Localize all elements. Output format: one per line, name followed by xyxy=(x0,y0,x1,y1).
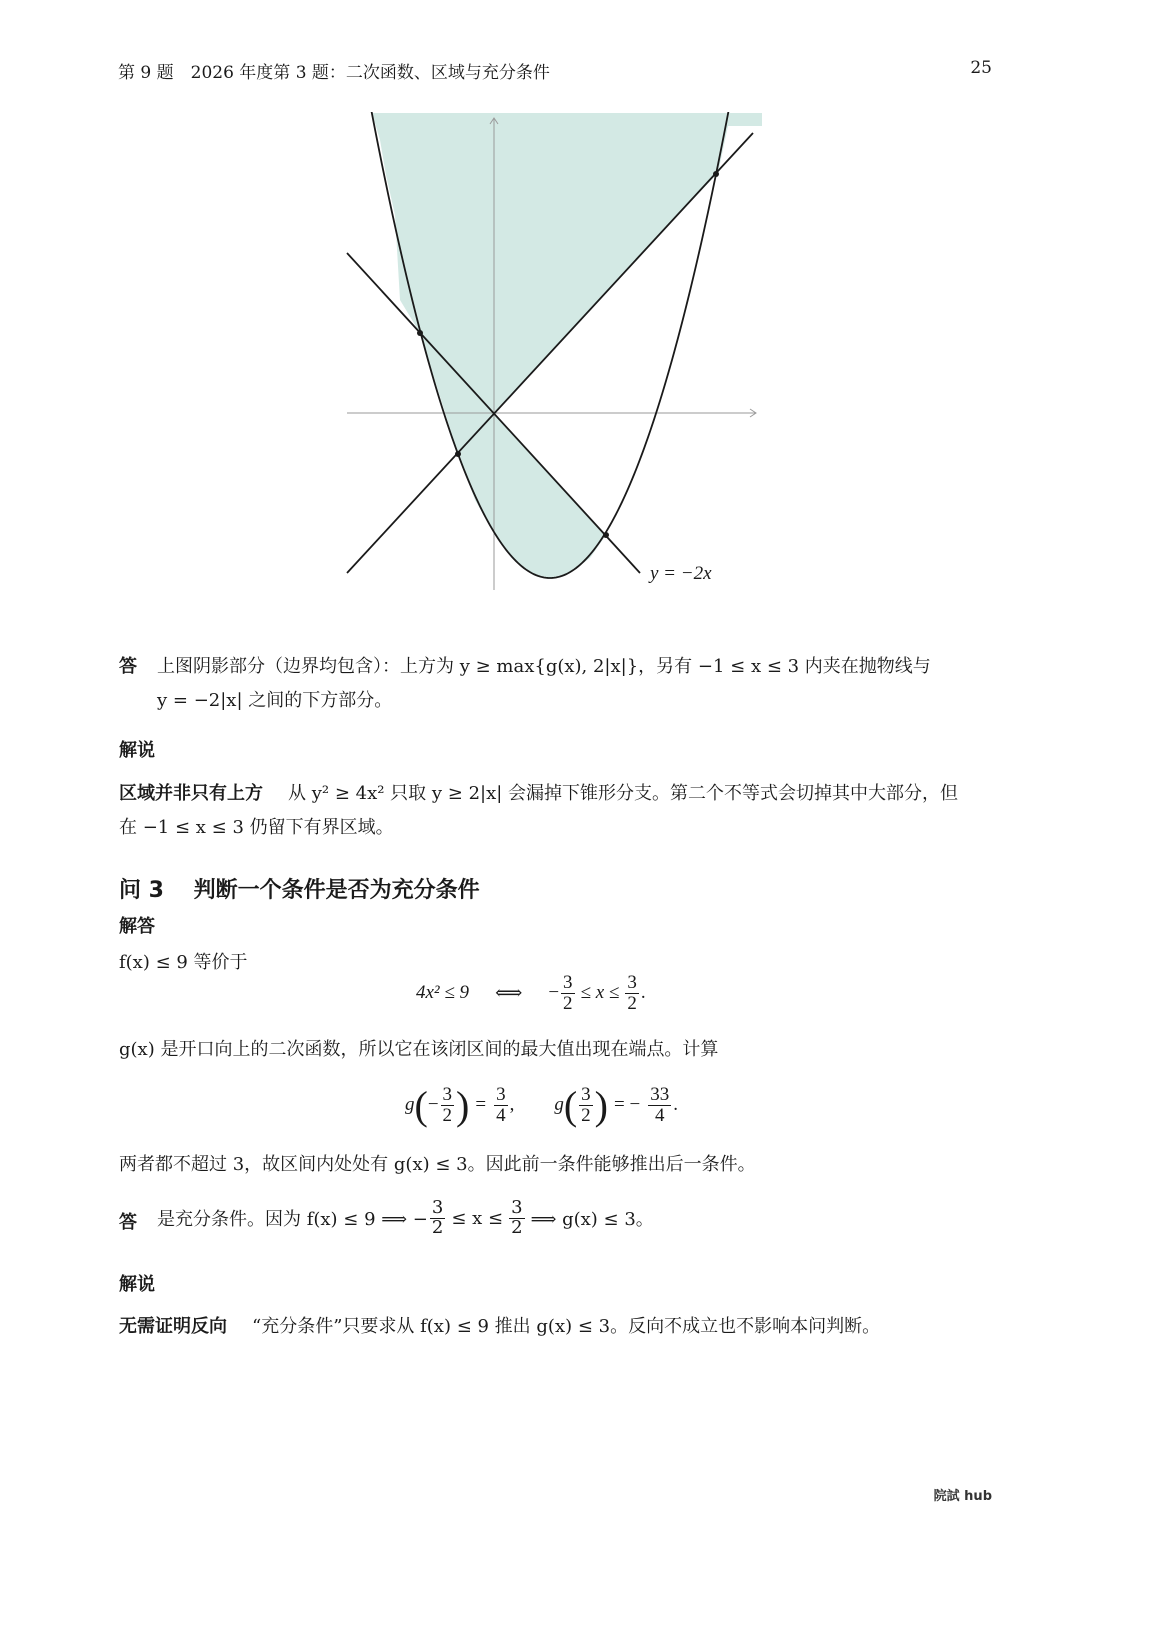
intersection-point xyxy=(455,451,461,457)
answer2-mid: ≤ x ≤ xyxy=(451,1207,504,1229)
eq1-left: 4x² ≤ 9 xyxy=(416,982,470,1003)
intersection-point xyxy=(603,532,609,538)
commentary-heading: 解说 xyxy=(119,740,155,761)
upper-shaded-region xyxy=(372,113,762,454)
commentary-title: 无需证明反向 xyxy=(119,1316,227,1337)
solution-heading: 解答 xyxy=(119,916,155,937)
answer1-line1: 上图阴影部分（边界均包含）：上方为 y ≥ max{g(x), 2|x|}，另有 −1 ≤ x ≤ 3 内夹在抛物线与 xyxy=(157,656,931,677)
fraction: $\frac{3}{2}$ xyxy=(581,1083,591,1126)
intersection-point xyxy=(713,171,719,177)
equation-endpoints: g ( − $\frac{3}{2}$ ) = $\frac{3}{4}$ , g ( $\frac{3}{2}$ ) = − $\frac{33}{4}$ . xyxy=(405,1082,678,1128)
solution-intro: f(x) ≤ 9 等价于 xyxy=(119,952,248,973)
lower-shaded-region xyxy=(458,413,606,578)
solution-explain: g(x) 是开口向上的二次函数，所以它在该闭区间的最大值出现在端点。计算 xyxy=(119,1039,719,1060)
intersection-point xyxy=(417,330,423,336)
commentary1-line1: 从 y² ≥ 4x² 只取 y ≥ 2|x| 会漏掉下锥形分支。第二个不等式会切掉其中大部分，但 xyxy=(288,783,959,804)
answer2-text xyxy=(157,1193,654,1243)
answer2-after: ⟹ g(x) ≤ 3。 xyxy=(530,1209,654,1230)
minus-sign: − xyxy=(548,982,560,1003)
commentary-heading: 解说 xyxy=(119,1274,155,1295)
question-title: 问 3 判断一个条件是否为充分条件 xyxy=(119,878,480,903)
fraction: $\frac{33}{4}$ xyxy=(650,1083,670,1126)
answer-tag: 答 xyxy=(119,656,137,677)
running-header: 第 9 题 2026 年度第 3 题：二次函数、区域与充分条件 xyxy=(118,63,550,83)
iff-symbol: ⟺ xyxy=(495,982,523,1004)
answer2-before: 是充分条件。因为 f(x) ≤ 9 ⟹ − xyxy=(157,1209,428,1230)
fraction: $\frac{3}{2}$ xyxy=(511,1196,523,1238)
commentary-title: 区域并非只有上方 xyxy=(119,783,263,804)
answer1-line2: y = −2|x| 之间的下方部分。 xyxy=(157,690,393,711)
line-label: y = −2x xyxy=(650,563,712,584)
solution-conclusion: 两者都不超过 3，故区间内处处有 g(x) ≤ 3。因此前一条件能够推出后一条件。 xyxy=(119,1154,756,1175)
fraction: $\frac{3}{2}$ xyxy=(563,971,573,1014)
page-number: 25 xyxy=(970,58,992,78)
equation-interval: 4x² ≤ 9 ⟺ − $\frac{3}{2}$ ≤ x ≤ $\frac{3}{2}$ . xyxy=(416,971,646,1014)
commentary2-text: “充分条件”只要求从 f(x) ≤ 9 推出 g(x) ≤ 3。反向不成立也不影响本问判断。 xyxy=(252,1316,881,1337)
answer-tag: 答 xyxy=(119,1212,137,1233)
fraction: $\frac{3}{2}$ xyxy=(431,1196,444,1238)
eq1-mid: ≤ x ≤ xyxy=(580,982,620,1003)
commentary1-line2: 在 −1 ≤ x ≤ 3 仍留下有界区域。 xyxy=(119,817,394,838)
footer-brand: 院試 hub xyxy=(933,1489,992,1504)
fraction: $\frac{3}{2}$ xyxy=(627,971,637,1014)
region-figure xyxy=(340,110,770,600)
fraction: $\frac{3}{2}$ xyxy=(442,1083,453,1126)
fraction: $\frac{3}{4}$ xyxy=(496,1083,506,1126)
